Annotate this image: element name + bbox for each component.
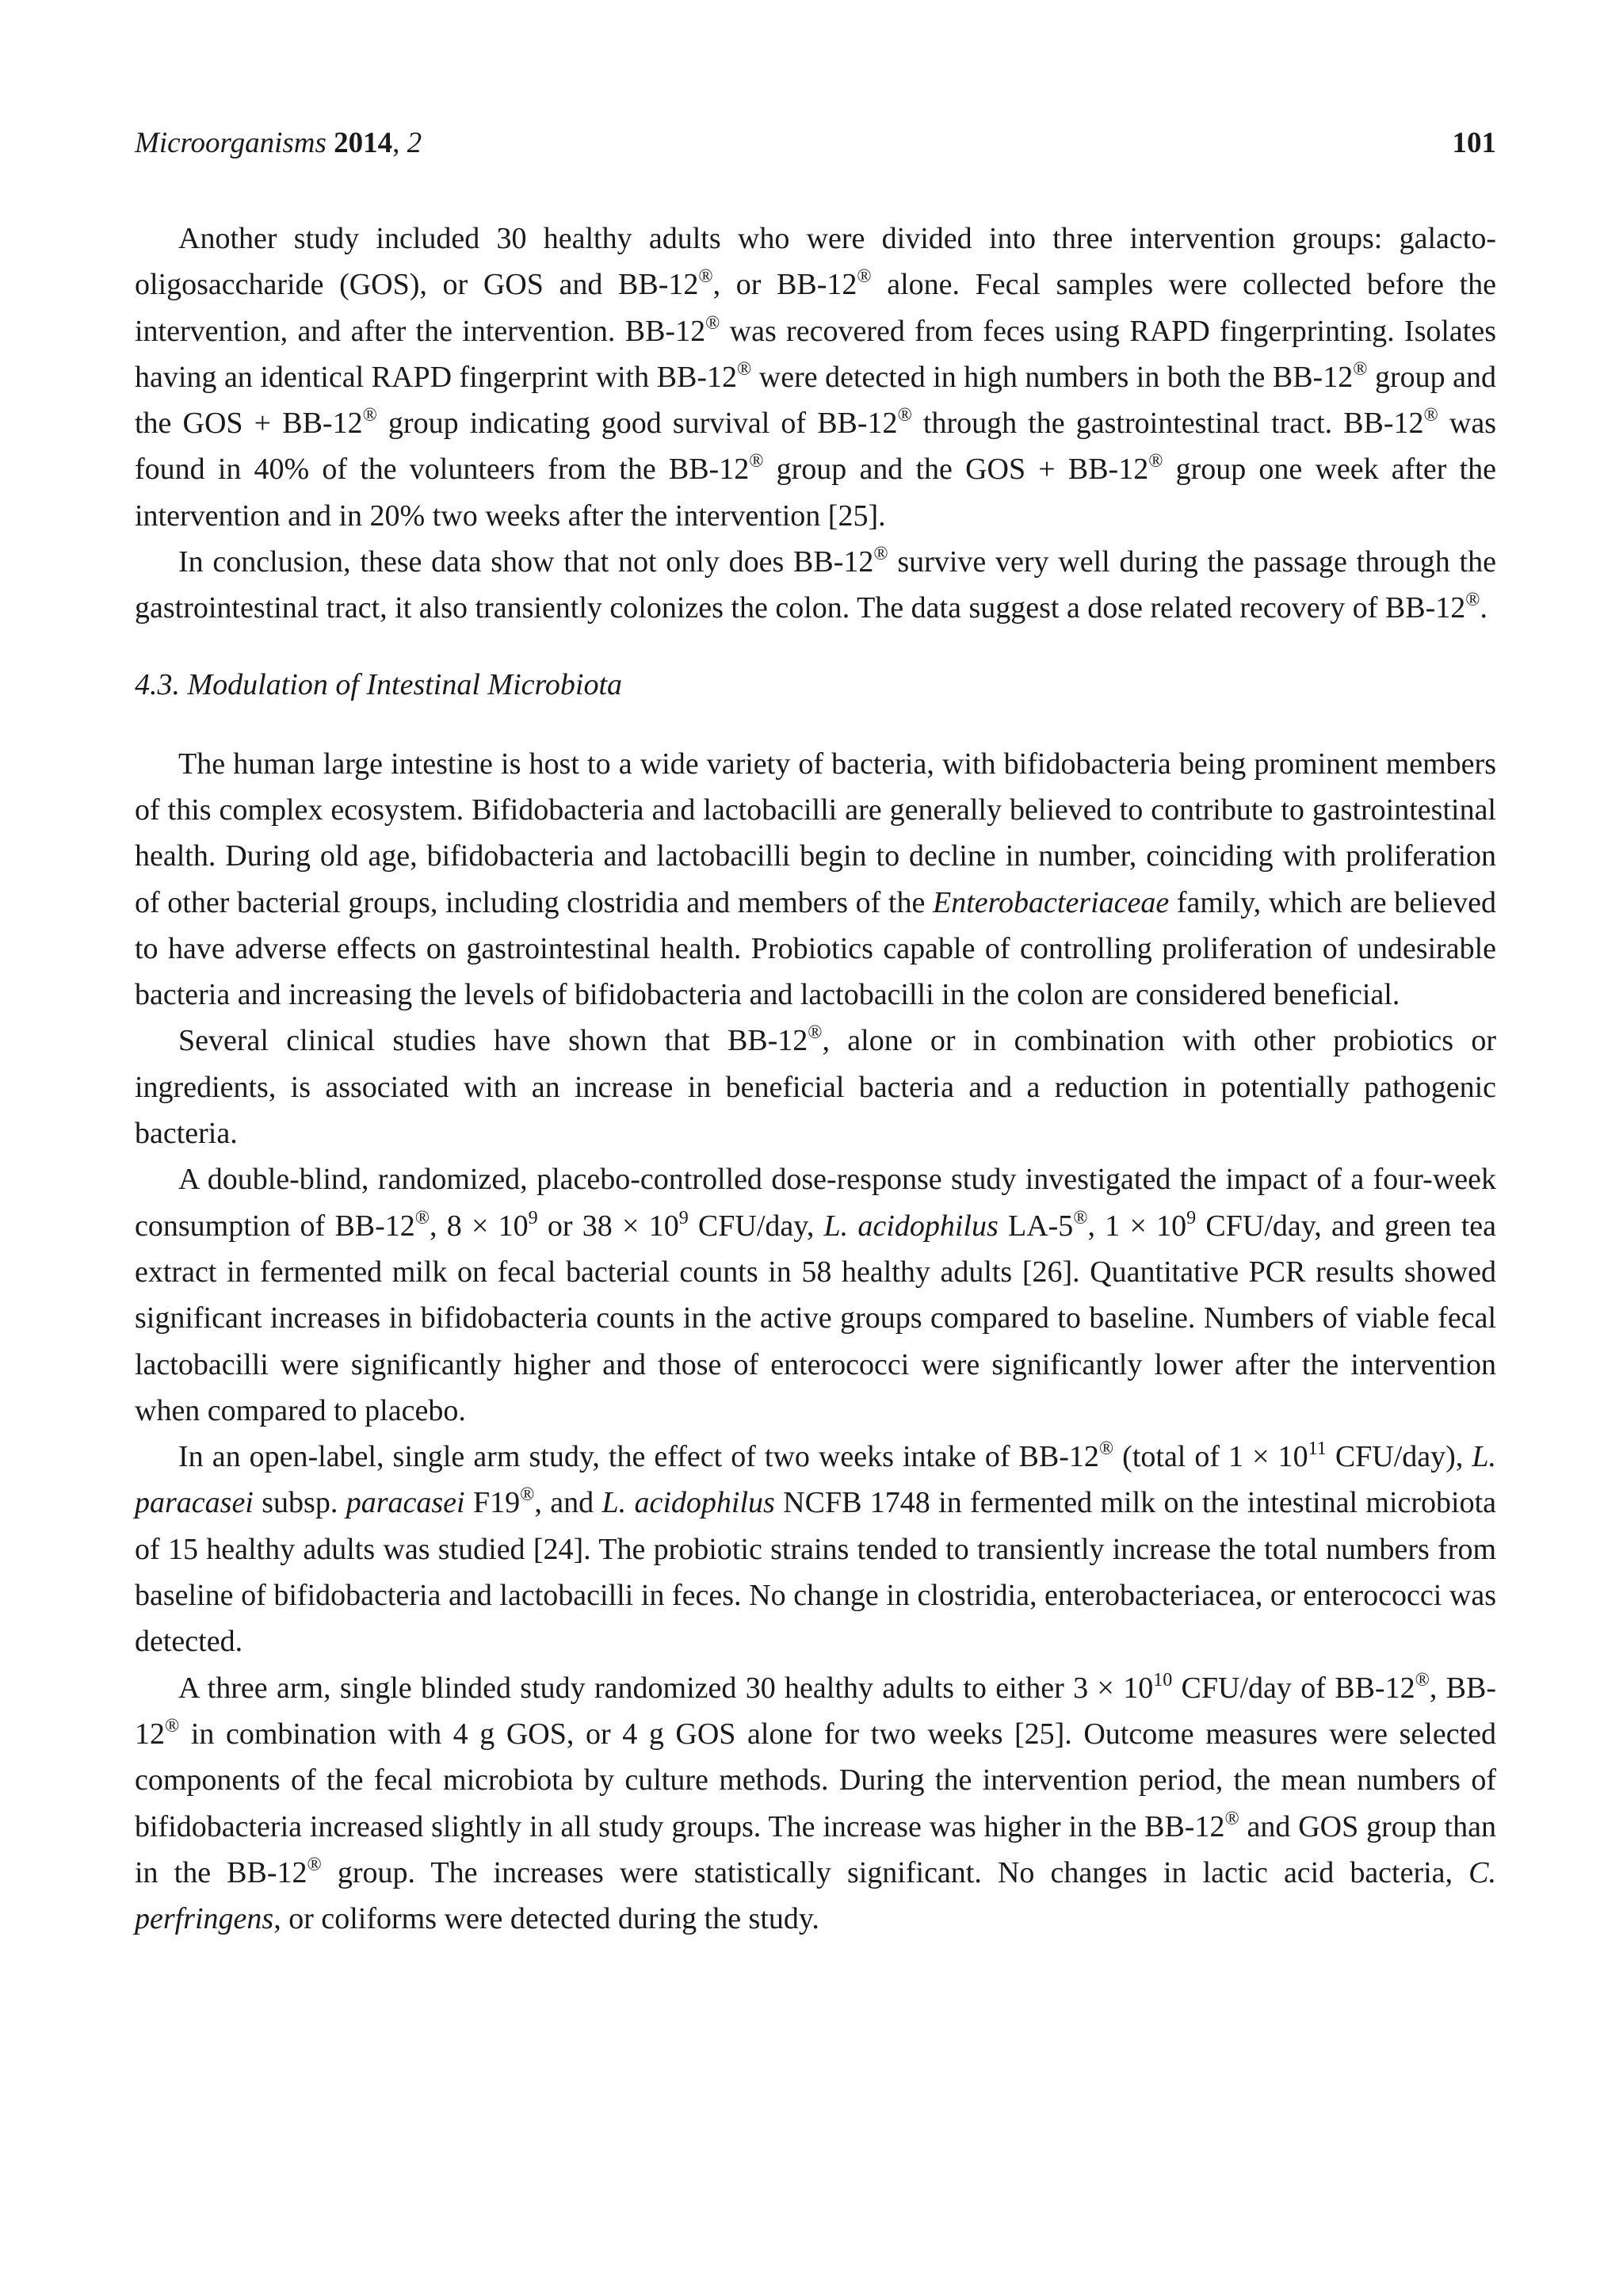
paragraph: In an open-label, single arm study, the effect of two weeks intake of BB-12® (total of $1 \times 10^{11}$ CFU/day), L. paracasei subsp. paracasei F19®, and L. acidophilus NCFB 1748 in fermented milk on the intestinal microbiota of 15 healthy adults was studied [24]. The probiotic strains tended to transiently increase the total numbers from baseline of bifidobacteria and lactobacilli in feces. No change in clostridia, enterobacteriacea, or enterococci was detected. [135,1438,1497,1659]
registered-mark: ® [1073,1207,1088,1228]
exponent: 11 [1308,1438,1327,1460]
paragraph: Another study included 30 healthy adults who were divided into three intervention groups: galacto-oligosaccharide (GOS), or GOS and BB-12®, or BB-12® alone. Fecal samples were collected before the intervention, and after the intervention. BB-12® was recovered from feces using RAPD fingerprinting. Isolates having an identical RAPD fingerprint with BB-12® were detected in high numbers in both the BB-12® group and the GOS + BB-12® group indicating good survival of BB-12® through the gastrointestinal tract. BB-12® was found in 40% of the volunteers from the BB-12® group and the GOS + BB-12® group one week after the intervention and in 20% two weeks after the intervention [25]. [135,222,1497,533]
paragraph: A three arm, single blinded study randomized 30 healthy adults to either $3 \times 10^{10}$ CFU/day of BB-12®, BB-12® in combination with 4 g GOS, or 4 g GOS alone for two weeks [25]. Outcome measures were selected components of the fecal microbiota by culture methods. During the intervention period, the mean numbers of bifidobacteria increased slightly in all study groups. The increase was higher in the BB-12® and GOS group than in the BB-12® group. The increases were statistically significant. No changes in lactic acid bacteria, C. perfringens, or coliforms were detected during the study. [135,1669,1496,1936]
journal-year: 2014 [334,127,393,159]
paragraph: The human large intestine is host to a wide variety of bacteria, with bifidobacteria being prominent members of this complex ecosystem. Bifidobacteria and lactobacilli are generally believed to contribute to gastrointestinal health. During old age, bifidobacteria and lactobacilli begin to decline in number, coinciding with proliferation of other bacterial groups, including clostridia and members of the Enterobacteriaceae family, which are believed to have adverse effects on gastrointestinal health. Probiotics capable of controlling proliferation of undesirable bacteria and increasing the levels of bifidobacteria and lactobacilli in the colon are considered beneficial. [135,747,1496,1012]
registered-mark: ® [1353,358,1368,380]
times-sign: × [622,1209,640,1243]
registered-mark: ® [307,1854,322,1875]
registered-mark: ® [857,266,872,288]
exponent: 9 [528,1207,538,1228]
registered-mark: ® [1423,405,1438,426]
registered-mark: ® [705,312,720,334]
times-sign: × [1252,1440,1270,1474]
registered-mark: ® [1465,590,1480,611]
registered-mark: ® [749,451,764,472]
registered-mark: ® [1148,451,1163,472]
section-heading: 4.3. Modulation of Intestinal Microbiota [135,667,622,701]
registered-mark: ® [362,405,377,426]
registered-mark: ® [897,405,912,426]
page-number: 101 [1452,127,1496,159]
times-sign: × [1129,1209,1147,1243]
exponent: 10 [1153,1669,1173,1690]
header-separator: , [392,127,407,159]
registered-mark: ® [414,1207,430,1228]
exponent: 9 [678,1207,689,1228]
times-sign: × [1097,1671,1114,1705]
registered-mark: ® [165,1715,180,1736]
body-text [135,216,1496,1942]
paragraph: A double-blind, randomized, placebo-controlled dose-response study investigated the impact of a four-week consumption of BB-12®, $8 \times 10^9$ or $38 \times 10^9$ CFU/day, L. acidophilus LA-5®, $1 \times 10^9$ CFU/day, and green tea extract in fermented milk on fecal bacterial counts in 58 healthy adults [26]. Quantitative PCR results showed significant increases in bifidobacteria counts in the active groups compared to baseline. Numbers of viable fecal lactobacilli were significantly higher and those of enterococci were significantly lower after the intervention when compared to placebo. [135,1163,1497,1427]
running-header [135,125,1496,162]
registered-mark: ® [1224,1808,1239,1829]
registered-mark: ® [873,544,888,565]
journal-name: Microorganisms [135,127,327,159]
registered-mark: ® [698,266,713,288]
registered-mark: ® [737,358,752,380]
paragraph: Several clinical studies have shown that BB-12®, alone or in combination with other probiotics or ingredients, is associated with an increase in beneficial bacteria and a reduction in potentially pathogenic bacteria. [135,1022,1496,1151]
registered-mark: ® [520,1484,535,1506]
exponent: 9 [1186,1207,1197,1228]
registered-mark: ® [1098,1438,1114,1460]
times-sign: × [472,1209,489,1243]
registered-mark: ® [808,1022,823,1044]
journal-volume: 2 [407,127,422,159]
paragraph: In conclusion, these data show that not only does BB-12® survive very well during the passage through the gastrointestinal tract, it also transiently colonizes the colon. The data suggest a dose related recovery of BB-12®. [135,544,1496,625]
registered-mark: ® [1415,1669,1430,1690]
